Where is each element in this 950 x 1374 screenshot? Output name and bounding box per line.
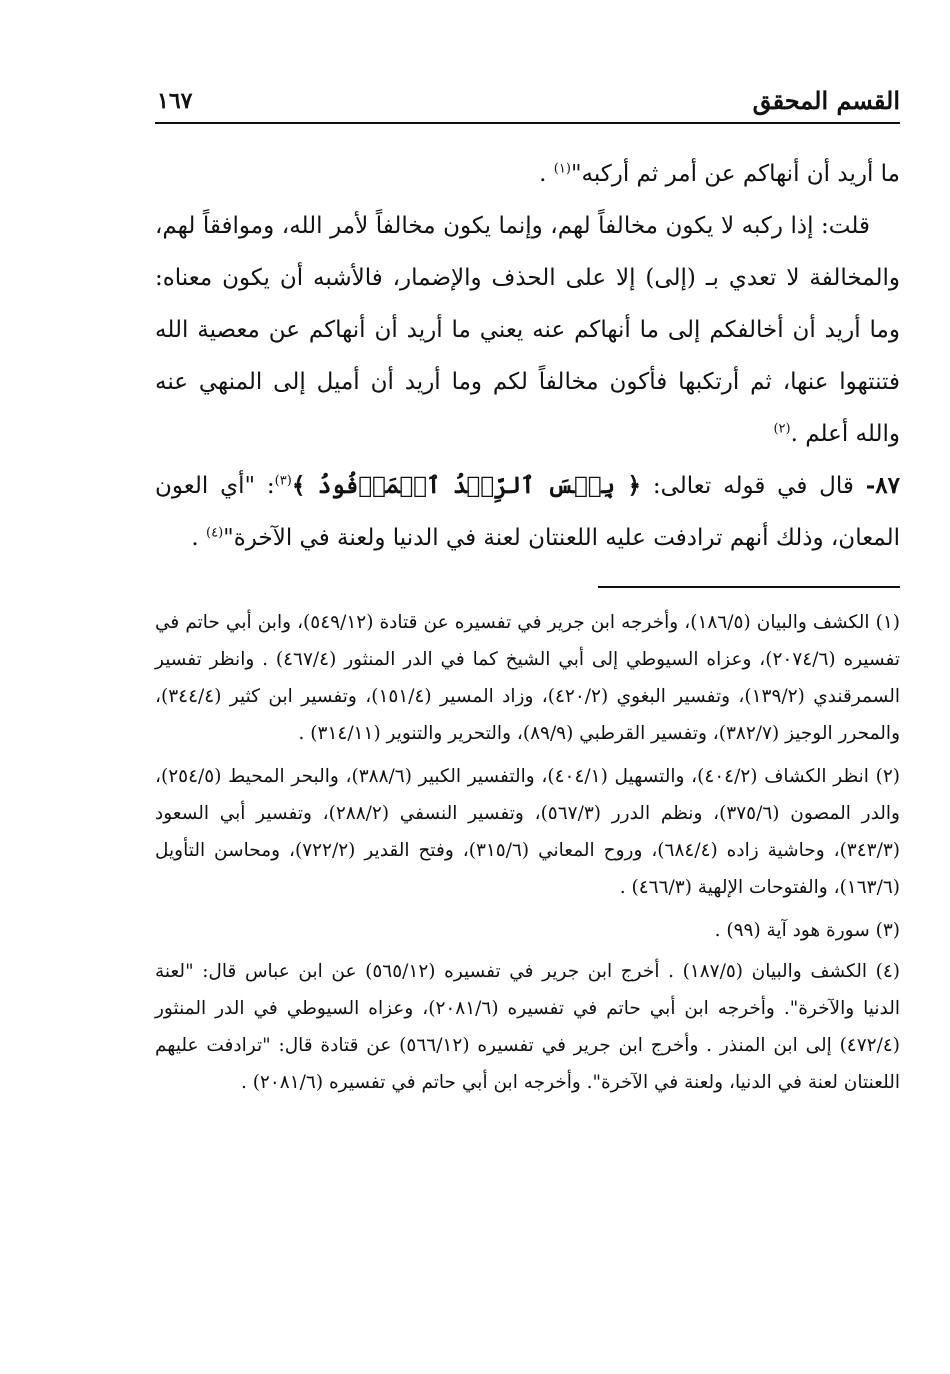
paragraph-entry-87: ٨٧- قال في قوله تعالى: ﴿ بِئۡسَ ٱلرِّفۡدُ ٱلۡمَرۡفُودُ ﴾$^{(٣)}$: "أي العون المعان، وذلك أنهم ترادفت عليه اللعنتان لعنة في الدنيا ولعنة في الآخرة"$^{(٤)}$ . [155,472,900,551]
footnote-ref: (٢) [773,421,791,437]
paragraph-quote-end: ما أريد أن أنهاكم عن أمر ثم أركبه"$^{(١)}$ . [539,161,900,187]
quran-verse: ﴿ بِئۡسَ ٱلرِّفۡدُ ٱلۡمَرۡفُودُ ﴾ [291,472,642,499]
page-header [155,86,900,124]
footnote-ref: (٣) [274,473,292,489]
paragraph-text: قلت: إذا ركبه لا يكون مخالفاً لهم، وإنما يكون مخالفاً لأمر الله، وموافقاً لهم، والمخالفة لا تعدي بـ (إلى) إلا على الحذف والإضمار، فالأشبه أن يكون معناه: وما أريد أن أخالفكم إلى ما أنهاكم عنه يعني ما أريد أن أنهاكم عن معصية الله فتنتهوا عنها، ثم أرتكبها فأكون مخالفاً لكم وما أريد أن أميل إلى المنهي عنه والله أعلم . [155,213,900,447]
footnote-2: (٢) انظر الكشاف (٤٠٤/٢)، والتسهيل (٤٠٤/١)، والتفسير الكبير (٣٨٨/٦)، والبحر المحيط (٢٥٤/٥)، والدر المصون (٣٧٥/٦)، ونظم الدرر (٥٦٧/٣)، وتفسير النسفي (٢٨٨/٢)، وتفسير أبي السعود (٣٤٣/٣)، وحاشية زاده (٦٨٤/٤)، وروح المعاني (٣١٥/٦)، وفتح القدير (٧٢٢/٢)، ومحاسن التأويل (١٦٣/٦)، والفتوحات الإلهية (٤٦٦/٣) . [155,766,901,898]
footnote-3: (٣) سورة هود آية (٩٩) . [714,920,900,941]
page-number: ١٦٧ [157,88,193,114]
entry-number: ٨٧- [865,472,900,499]
footnote-1: (١) الكشف والبيان (١٨٦/٥)، وأخرجه ابن جرير في تفسيره عن قتادة (٥٤٩/١٢)، وابن أبي حاتم في تفسيره (٢٠٧٤/٦)، وعزاه السيوطي إلى أبي الشيخ كما في الدر المنثور (٤٦٧/٤) . وانظر تفسير السمرقندي (١٣٩/٢)، وتفسير البغوي (٤٢٠/٢)، وزاد المسير (١٥١/٤)، وتفسير ابن كثير (٣٤٤/٤)، والمحرر الوجيز (٣٨٢/٧)، وتفسير القرطبي (٨٩/٩)، والتحرير والتنوير (٣١٤/١١) . [155,612,900,744]
footnote-4: (٤) الكشف والبيان (١٨٧/٥) . أخرج ابن جرير في تفسيره (٥٦٥/١٢) عن ابن عباس قال: "لعنة الدنيا والآخرة". وأخرجه ابن أبي حاتم في تفسيره (٢٠٨١/٦)، وعزاه السيوطي في الدر المنثور (٤٧٢/٤) إلى ابن المنذر . وأخرج ابن جرير في تفسيره (٥٦٦/١٢) عن قتادة قال: "ترادفت عليهم اللعنتان لعنة في الدنيا، ولعنة في الآخرة". وأخرجه ابن أبي حاتم في تفسيره (٢٠٨١/٦) . [155,961,900,1093]
footnote-ref: (١) [553,161,571,177]
paragraph-commentary [155,200,900,460]
footnote-separator [598,586,900,588]
section-title: القسم المحقق [752,86,900,115]
footnote-ref: (٤) [206,525,224,541]
paragraph-text: ما أريد أن أنهاكم عن أمر ثم أركبه" [570,161,900,187]
main-text [155,148,900,564]
footnotes [155,604,900,1107]
